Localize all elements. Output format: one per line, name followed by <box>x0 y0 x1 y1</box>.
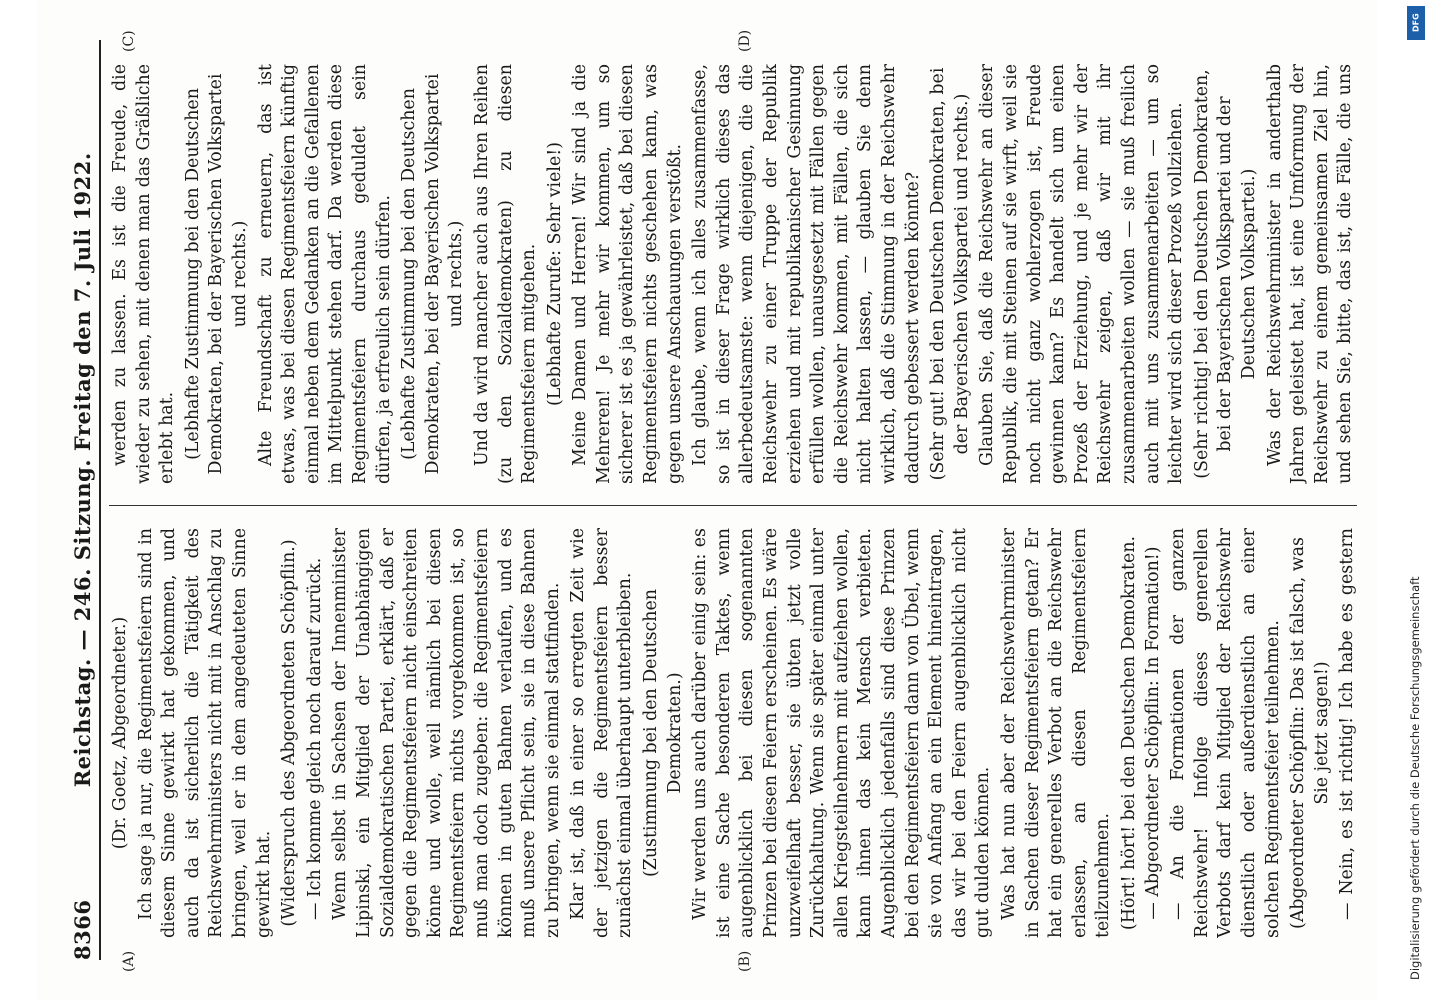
right-text-column <box>109 64 1357 484</box>
digitization-credit-text: Digitalisierung gefördert durch die Deutsche Forschungsgemeinschaft <box>1408 576 1422 980</box>
paragraph: Alte Freundschaft zu erneuern, das ist etwas, was bei diesen Regimentsfeiern künftig einmal neben dem Gedanken an die Gefallenen im Mittelpunkt stehen darf. Da werden diese Regimentsfeiern durchaus geduldet sein dürfen, ja erfreulich sein dürfen. <box>255 64 394 484</box>
margin-marker-d: (D) <box>737 29 753 52</box>
paragraph: Glauben Sie, daß die Reichswehr an dieser Republik, die mit Steinen auf sie wirft, weil sie noch nicht ganz wohlerzogen ist, Freude gewinnen kann? Es handelt sich um einen Prozeß der Erziehung, und je mehr wir der Reichswehr zeigen, daß wir mit ihr zusammenarbeiten wollen — sie muß freilich auch mit uns zusammenarbeiten — um so leichter wird sich dieser Prozeß vollziehen. <box>977 64 1187 484</box>
paragraph: Ich glaube, wenn ich alles zusammenfasse, so ist in dieser Frage wirklich dieses das allerbedeutsamste: wenn diejenigen, die die Reichswehr zu einer Truppe der Republik erziehen und mit republikanischer Gesinnung erfüllen wollen, unausgesetzt mit Fällen gegen die Reichswehr kommen, mit Fällen, die sich nicht halten lassen, — glauben Sie denn wirklich, daß die Stimmung in der Reichswehr dadurch gebessert werden könnte? <box>690 64 923 484</box>
left-text-column <box>109 528 1357 938</box>
dfg-logo: DFG <box>1407 6 1425 40</box>
paragraph: (Lebhafte Zustimmung bei den Deutschen Demokraten, bei der Bayerischen Volkspartei und rechts.) <box>182 73 250 475</box>
paragraph: Und da wird mancher auch aus Ihren Reihen (zu den Sozialdemokraten) zu diesen Regimentsfeiern mitgehen. <box>471 64 540 484</box>
paragraph: (Lebhafte Zurufe: Sehr viele!) <box>544 141 565 407</box>
paragraph: Meine Damen und Herren! Wir sind ja die Mehreren! Je mehr wir kommen, um so sicherer ist es ja gewährleistet, daß bei diesen Regimentsfeiern nichts geschehen kann, was gegen unsere Anschauungen verstößt. <box>570 64 685 484</box>
paragraph: (Widerspruch des Abgeordneten Schöpflin.) <box>279 539 300 927</box>
page-header <box>55 40 101 960</box>
paragraph: — Ich komme gleich noch darauf zurück. <box>304 557 325 920</box>
paragraph: (Dr. Goetz, Abgeordneter.) <box>110 616 130 850</box>
column-divider <box>109 505 1357 506</box>
page-title: Reichstag. — 246. Sitzung. Freitag den 7. Juli 1922. <box>70 152 95 788</box>
page-number: 8366 <box>70 899 95 960</box>
paragraph: Was der Reichswehrminister in anderthalb Jahren geleistet hat, ist eine Umformung der Reichswehr zu einem gemeinsamen Ziel hin, und sehen Sie, bitte, das ist, die Fälle, die uns <box>1264 64 1356 484</box>
margin-marker-c: (C) <box>121 30 137 52</box>
scanned-page <box>37 0 1377 1000</box>
paragraph: — Nein, es ist richtig! Ich habe es gestern <box>1337 528 1357 920</box>
paragraph: — An die Formationen der ganzen Reichswehr! Infolge dieses generellen Verbots darf kein Mitglied der Reichswehr dienstlich oder außerdienstlich an einer solchen Regimentsfeier teilnehmen. <box>1168 528 1283 938</box>
margin-marker-a: (A) <box>121 950 137 972</box>
paragraph: (Lebhafte Zustimmung bei den Deutschen Demokraten, bei der Bayerischen Volkspartei und rechts.) <box>399 73 467 475</box>
digitization-credit <box>1404 0 1430 1000</box>
margin-marker-b: (B) <box>737 950 753 972</box>
paragraph: Ich sage ja nur, die Regimentsfeiern sind in diesem Sinne gewirkt hat gekommen, und auch da ist sicherlich die Tätigkeit des Reichswehrministers nicht mit in Anschlag zu bringen, weil er in dem angedeuteten Sinne gewirkt hat. <box>135 528 274 938</box>
paragraph: (Sehr gut! bei den Deutschen Demokraten, bei der Bayerischen Volkspartei und rechts.) <box>928 67 972 481</box>
paragraph: Was hat nun aber der Reichswehrminister in Sachen dieser Regimentsfeiern getan? Er hat ein generelles Verbot an die Reichswehr erlassen, an diesen Regimentsfeiern teilzunehmen. <box>998 528 1114 938</box>
paragraph: werden zu lassen. Es ist die Freude, die wieder zu sehen, mit denen man das Gräßliche erlebt hat. <box>110 64 178 484</box>
paragraph: (Abgeordneter Schöpflin: Das ist falsch, was Sie jetzt sagen!) <box>1288 537 1332 929</box>
paragraph: Wir werden uns auch darüber einig sein: es ist eine Sache besonderen Taktes, wenn augenblicklich bei diesen sogenannten Prinzen bei diesen Feiern erscheinen. Es wäre unzweifelhaft besser, sie übten jetzt volle Zurückhaltung. Wenn sie später einmal unter allen Kriegsteilnehmern mit aufziehen wollen, kann ihnen das kein Mensch verbieten. Augenblicklich jedenfalls sind diese Prinzen bei den Regimentsfeiern dann von Übel, wenn sie von Anfang an ein Element hineintragen, das wir bei den Feiern augenblicklich nicht gut dulden können. <box>690 528 994 938</box>
paragraph: Klar ist, daß in einer so erregten Zeit wie der jetzigen die Regimentsfeiern besser zunächst einmal überhaupt unterbleiben. <box>568 528 636 938</box>
paragraph: (Zustimmung bei den Deutschen Demokraten.) <box>641 588 685 878</box>
paragraph: Wenn selbst in Sachsen der Innenminister Lipinski, ein Mitglied der Unabhängigen Sozialdemokratischen Partei, erklärt, daß er gegen die Regimentsfeiern nicht einschreiten könne und wolle, weil nämlich bei diesen Regimentsfeiern nichts vorgekommen ist, so muß man doch zugeben: die Regimentsfeiern können in guten Bahnen verlaufen, und es muß unsere Pflicht sein, sie in diese Bahnen zu bringen, wenn sie einmal stattfinden. <box>330 528 563 938</box>
paragraph: (Hört! hört! bei den Deutschen Demokraten. — Abgeordneter Schöpflin: In Formation!) <box>1118 535 1163 931</box>
paragraph: (Sehr richtig! bei den Deutschen Demokraten, bei der Bayerischen Volkspartei und der Deutschen Volkspartei.) <box>1191 69 1259 479</box>
